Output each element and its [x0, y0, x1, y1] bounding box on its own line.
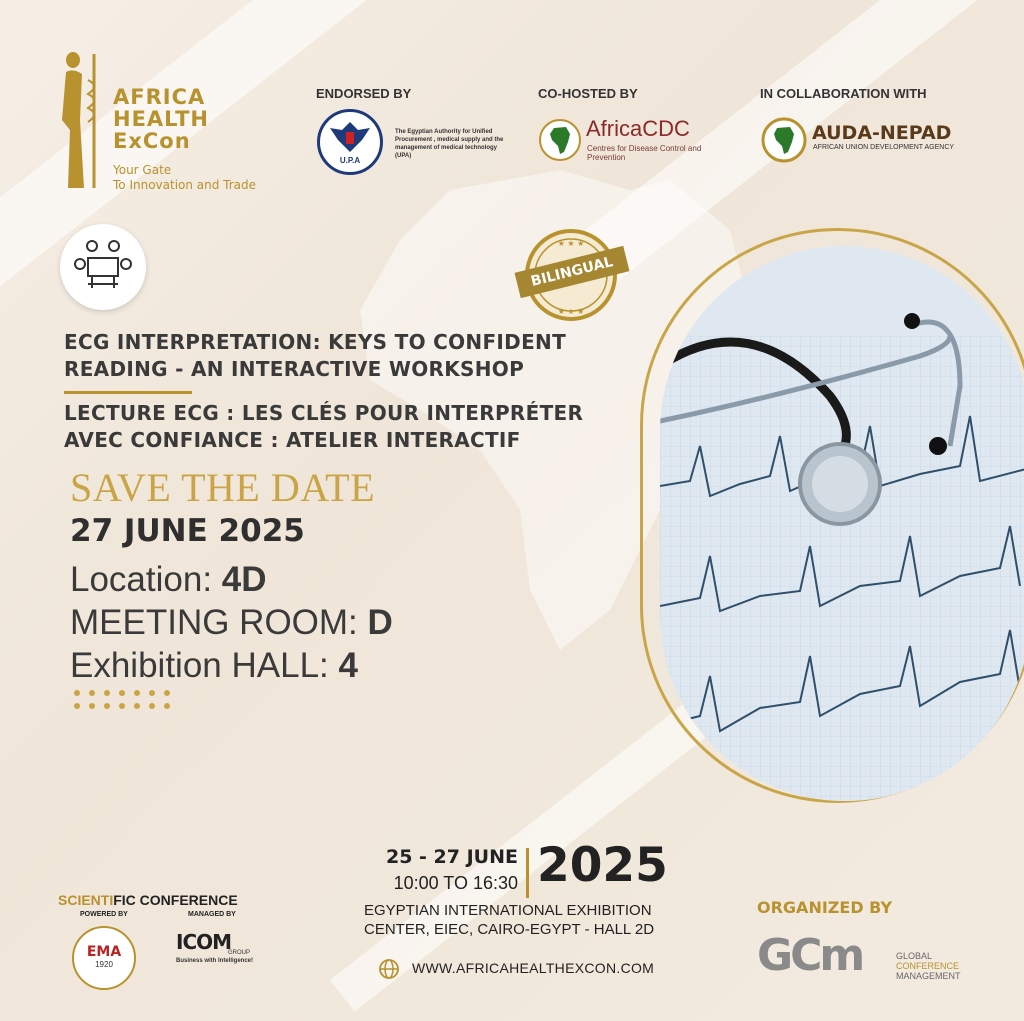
decor-dots-icon [72, 688, 182, 712]
room-line [70, 603, 393, 643]
title-divider [64, 391, 192, 394]
hall-line [70, 646, 358, 686]
sci-conference-text: SCIENTI [58, 892, 114, 908]
ema-logo [72, 926, 136, 990]
location-value: 4D [221, 560, 267, 599]
room-label: MEETING ROOM: [70, 603, 368, 642]
workshop-icon-circle [60, 224, 146, 310]
svg-text:★ ★ ★: ★ ★ ★ [557, 307, 585, 316]
upa-seal [317, 109, 383, 175]
location-line [70, 560, 267, 600]
sci-conference-text-rest: FIC CONFERENCE [113, 892, 238, 908]
organized-label: ORGANIZED BY [757, 898, 893, 917]
gcm-line2: CONFERENCE [896, 961, 960, 971]
nepad-name: AUDA-NEPAD [812, 122, 952, 144]
cohosted-label: CO-HOSTED BY [538, 86, 638, 101]
footer-dates: 25 - 27 JUNE [386, 846, 518, 868]
footer-times: 10:00 TO 16:30 [393, 873, 518, 893]
hall-value: 4 [338, 646, 358, 685]
endorsed-label: ENDORSED BY [316, 86, 412, 101]
meeting-table-icon [60, 224, 146, 310]
bilingual-badge: BILINGUAL [515, 246, 630, 298]
globe-icon [378, 958, 400, 980]
powered-by-label: POWERED BY [80, 911, 128, 918]
room-value: D [367, 603, 393, 642]
africacdc-subtitle: Centres for Disease Control and Prevention [587, 144, 702, 162]
ema-text: EMA [86, 944, 122, 960]
sci-conference-label [58, 892, 238, 908]
footer-divider [526, 848, 529, 898]
website-link[interactable]: WWW.AFRICAHEALTHEXCON.COM [412, 960, 655, 976]
title-french-line2: AVEC CONFIANCE : ATELIER INTERACTIF [64, 428, 521, 452]
gcm-logo: GCm [757, 930, 863, 981]
upa-description: The Egyptian Authority for Unified Procurement , medical supply and the management of medical technology (UPA) [395, 129, 504, 159]
icom-logo: ICOM [176, 930, 232, 954]
title-french-line1: LECTURE ECG : LES CLÉS POUR INTERPRÉTER [64, 401, 584, 425]
ecg-stethoscope-image [660, 246, 1024, 801]
icom-tagline: Business with Intelligence! [176, 958, 254, 964]
nepad-subtitle: AFRICAN UNION DEVELOPMENT AGENCY [813, 144, 955, 151]
event-date: 27 JUNE 2025 [70, 513, 305, 549]
svg-text:★ ★ ★: ★ ★ ★ [557, 239, 585, 248]
venue-line1: EGYPTIAN INTERNATIONAL EXHIBITION [364, 902, 652, 919]
title-french [64, 400, 583, 454]
managed-by-label: MANAGED BY [188, 911, 236, 918]
location-label: Location: [70, 560, 222, 599]
brand-title: AFRICA HEALTH ExCon [113, 85, 209, 153]
title-english-line2: READING - AN INTERACTIVE WORKSHOP [64, 357, 525, 381]
collab-label: IN COLLABORATION WITH [760, 86, 927, 101]
title-english-line1: ECG INTERPRETATION: KEYS TO CONFIDENT [64, 330, 567, 354]
brand-figure-icon [58, 50, 106, 192]
eagle-icon [320, 118, 380, 158]
upa-badge-text: U.P.A [339, 156, 361, 165]
gcm-line1: GLOBAL [896, 951, 933, 961]
africacdc-name: AfricaCDC [586, 116, 690, 141]
save-the-date: SAVE THE DATE [70, 465, 376, 510]
title-english [64, 329, 566, 383]
footer-year: 2025 [537, 838, 668, 893]
hall-label: Exhibition HALL: [70, 646, 339, 685]
gcm-line3: MANAGEMENT [896, 971, 961, 981]
icom-group: GROUP [228, 950, 251, 956]
au-emblem-icon [761, 117, 807, 163]
brand-tagline: Your Gate To Innovation and Trade [113, 163, 257, 192]
decor-stripe [0, 0, 373, 315]
ecg-photo [660, 246, 1024, 801]
ema-year: 1920 [95, 960, 113, 969]
venue-line2: CENTER, EIEC, CAIRO-EGYPT - HALL 2D [364, 921, 655, 938]
africacdc-emblem-icon [538, 118, 582, 162]
